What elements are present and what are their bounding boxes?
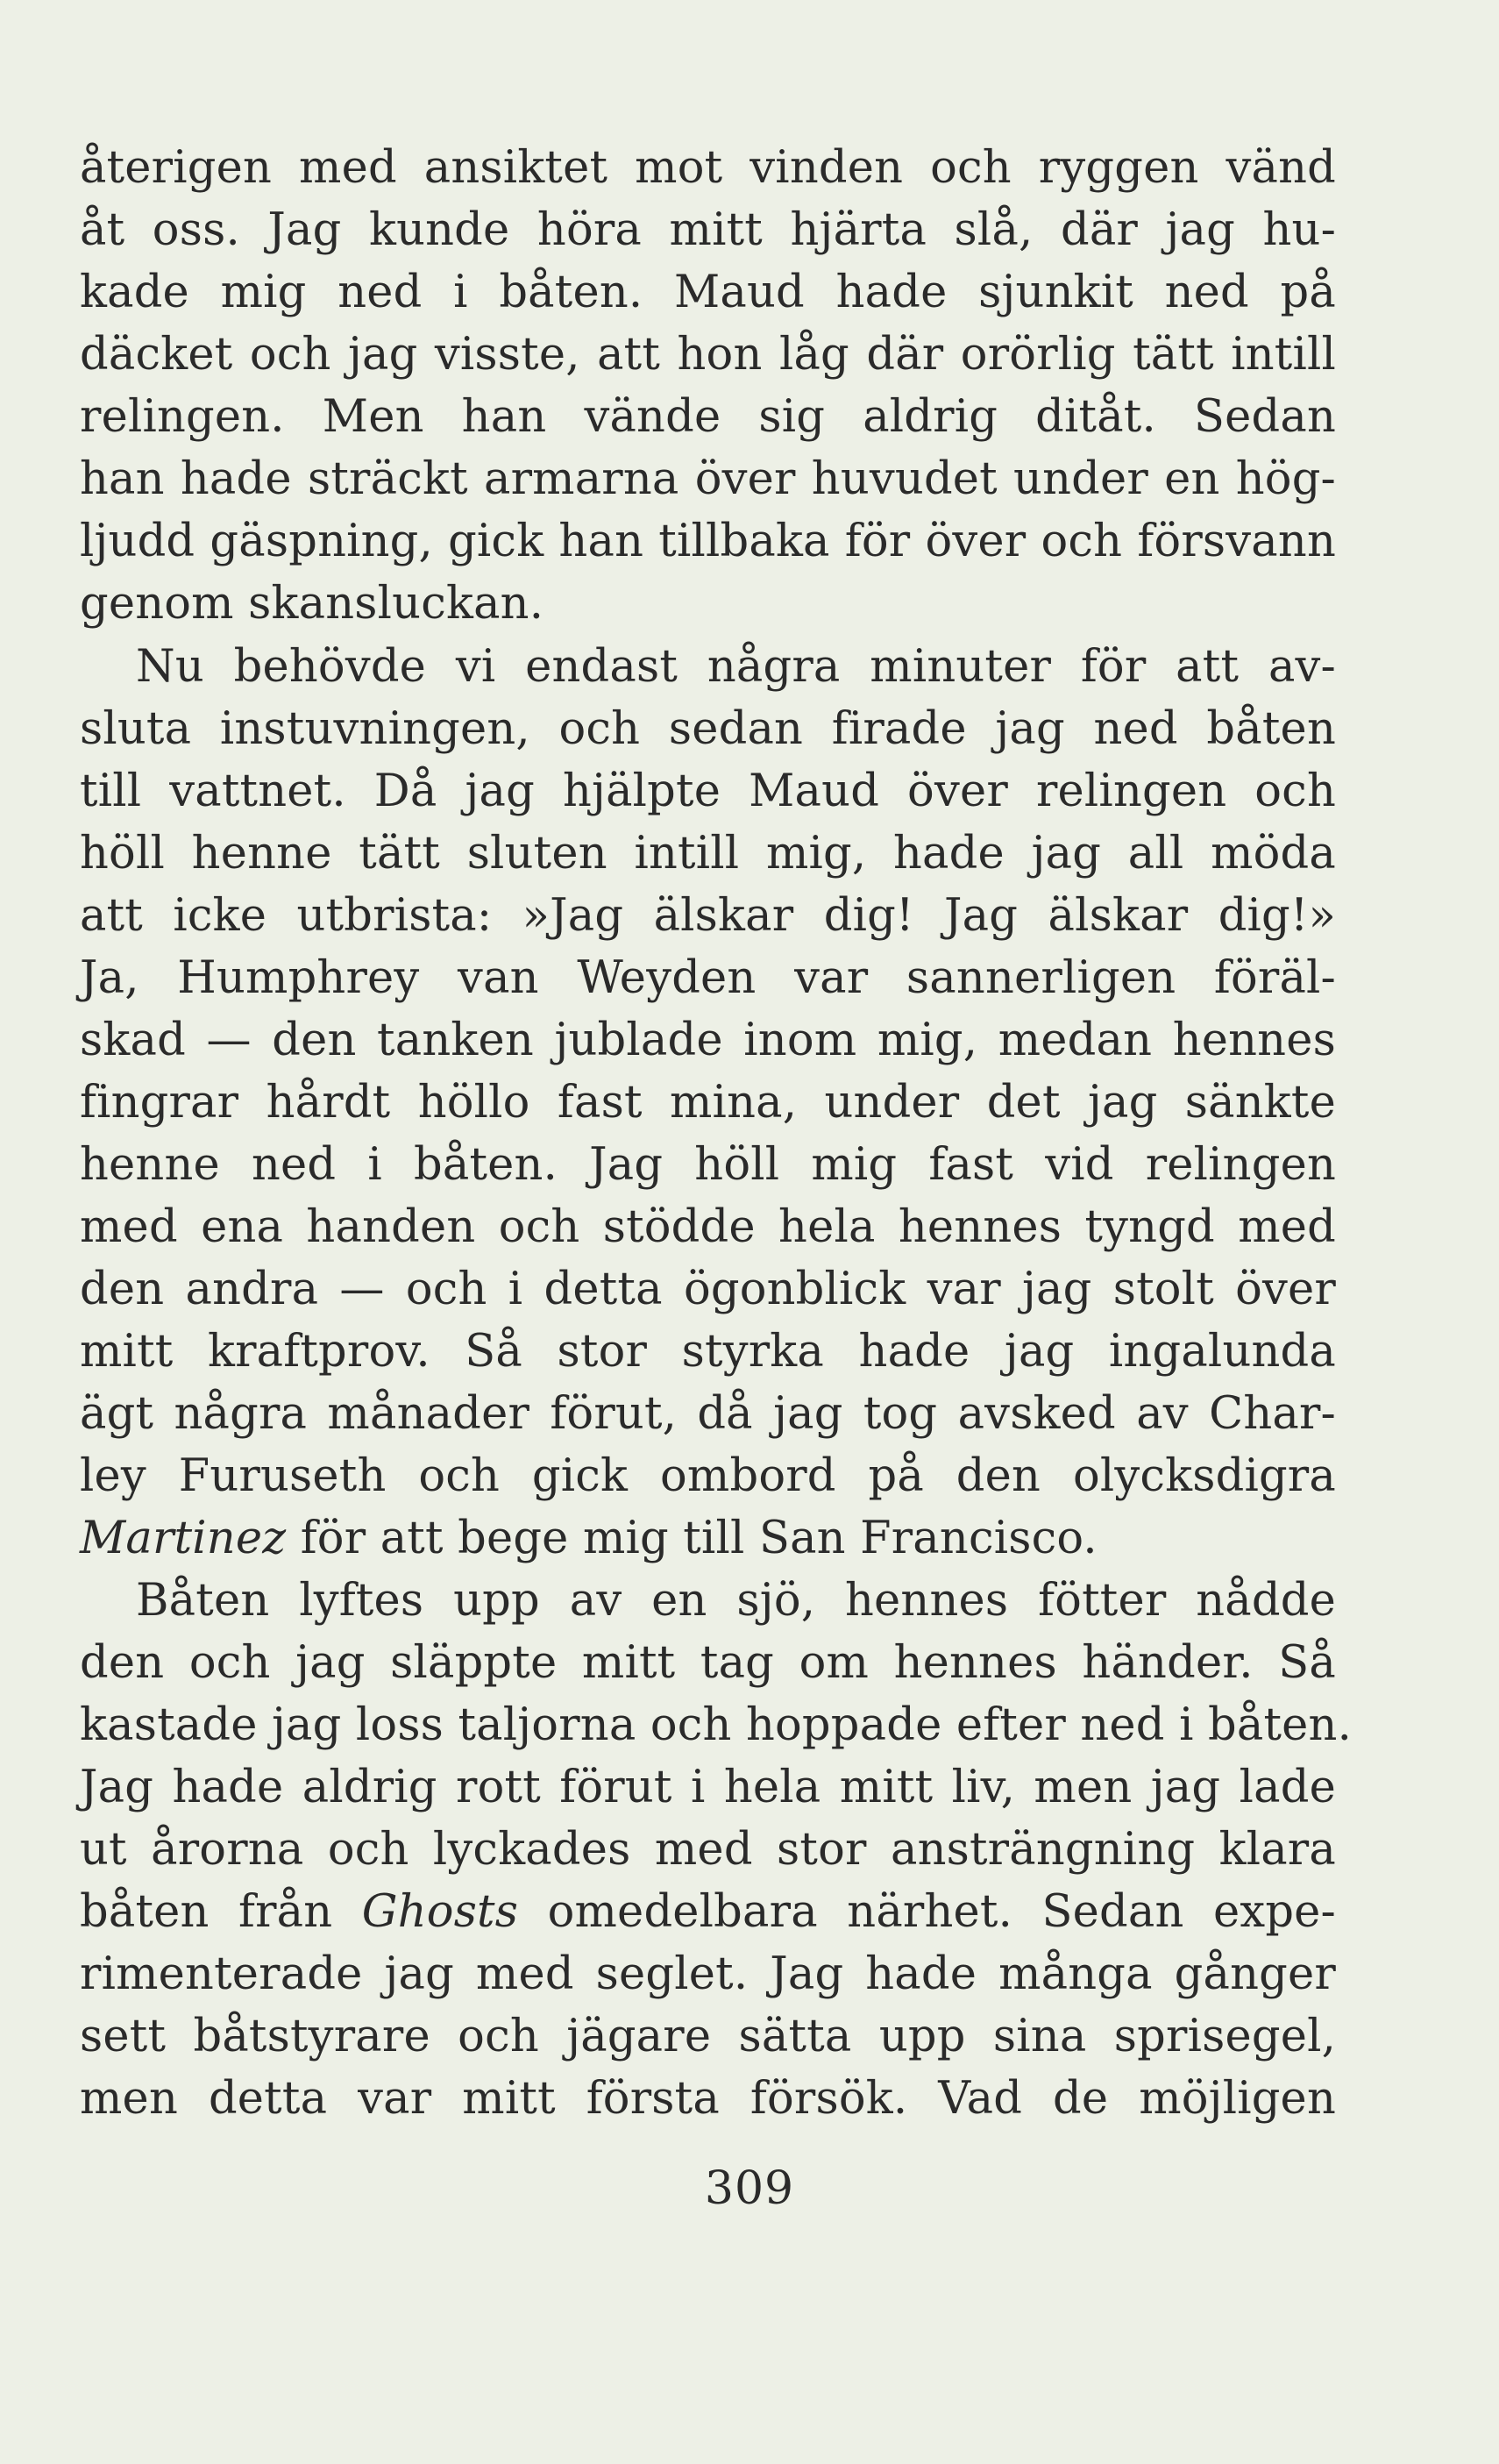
text-line: han hade sträckt armarna över huvudet under en hög-	[80, 453, 1336, 505]
text-line: ley Furuseth och gick ombord på den olycksdigra	[80, 1450, 1336, 1502]
text-line: åt oss. Jag kunde höra mitt hjärta slå, där jag hu-	[80, 204, 1336, 256]
text-line: genom skansluckan.	[80, 578, 544, 630]
text-line: ut årorna och lyckades med stor ansträngning klara	[80, 1824, 1336, 1876]
text-line: kastade jag loss taljorna och hoppade efter ned i båten.	[80, 1699, 1352, 1751]
ship-name-ghosts: Ghosts	[361, 1886, 519, 1938]
text-line: ljudd gäspning, gick han tillbaka för över och försvann	[80, 516, 1336, 567]
line-prefix: båten från	[80, 1886, 362, 1938]
text-line: mitt kraftprov. Så stor styrka hade jag ingalunda	[80, 1326, 1336, 1378]
line-continuation: för att bege mig till San Francisco.	[286, 1513, 1098, 1564]
ship-name-martinez: Martinez	[80, 1513, 287, 1564]
text-line: höll henne tätt sluten intill mig, hade jag all möda	[80, 828, 1336, 879]
text-line: att icke utbrista: »Jag älskar dig! Jag älskar dig!»	[80, 890, 1336, 942]
text-line: med ena handen och stödde hela hennes tyngd med	[80, 1201, 1336, 1253]
text-line: däcket och jag visste, att hon låg där orörlig tätt intill	[80, 329, 1336, 381]
text-line: sluta instuvningen, och sedan firade jag ned båten	[80, 703, 1336, 755]
text-line: Jag hade aldrig rott förut i hela mitt liv, men jag lade	[80, 1762, 1336, 1813]
text-line: fingrar hårdt höllo fast mina, under det jag sänkte	[80, 1077, 1336, 1129]
text-line: men detta var mitt första försök. Vad de möjligen	[80, 2073, 1336, 2125]
page-number: 309	[704, 2162, 795, 2215]
text-line: den och jag släppte mitt tag om hennes händer. Så	[80, 1637, 1336, 1689]
text-line: relingen. Men han vände sig aldrig ditåt. Sedan	[80, 391, 1336, 443]
text-line: skad — den tanken jublade inom mig, medan hennes	[80, 1015, 1336, 1066]
text-line	[80, 1513, 1336, 1565]
text-line: henne ned i båten. Jag höll mig fast vid relingen	[80, 1139, 1336, 1191]
text-line: Ja, Humphrey van Weyden var sannerligen föräl-	[80, 952, 1336, 1004]
text-line: sett båtstyrare och jägare sätta upp sina sprisegel,	[80, 2011, 1336, 2062]
text-line: till vattnet. Då jag hjälpte Maud över relingen och	[80, 766, 1336, 817]
paragraph-first-line: Nu behövde vi endast några minuter för att av-	[136, 641, 1336, 693]
text-line: den andra — och i detta ögonblick var jag stolt över	[80, 1264, 1336, 1315]
text-line: återigen med ansiktet mot vinden och ryggen vänd	[80, 142, 1336, 194]
text-line: rimenterade jag med seglet. Jag hade många gånger	[80, 1948, 1336, 2000]
text-line: ägt några månader förut, då jag tog avsked av Char-	[80, 1388, 1336, 1440]
text-line	[80, 1886, 1336, 1939]
text-line: kade mig ned i båten. Maud hade sjunkit ned på	[80, 267, 1336, 318]
line-continuation: omedelbara närhet. Sedan expe-	[518, 1886, 1336, 1938]
paragraph-first-line: Båten lyftes upp av en sjö, hennes fötter nådde	[136, 1575, 1336, 1627]
